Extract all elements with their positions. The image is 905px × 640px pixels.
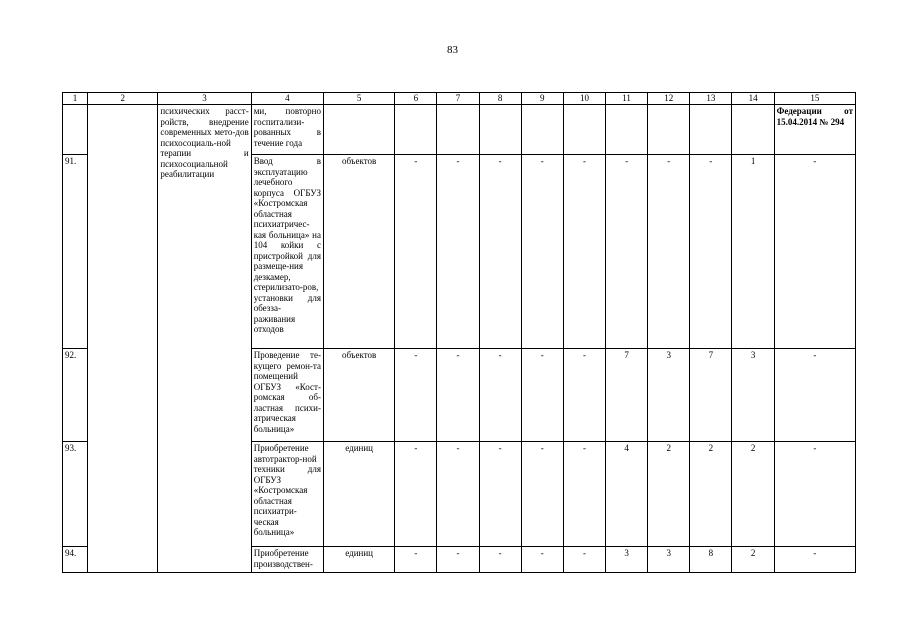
value-cell: 8 <box>690 547 732 573</box>
value-cell: - <box>395 547 437 573</box>
value-cell: - <box>437 349 479 442</box>
value-cell: 3 <box>732 349 774 442</box>
value-cell: - <box>521 547 563 573</box>
column-number: 10 <box>563 93 605 105</box>
value-cell: - <box>774 547 855 573</box>
value-cell: 7 <box>606 349 648 442</box>
value-cell: - <box>563 155 605 349</box>
value-cell: - <box>774 155 855 349</box>
value-cell: 2 <box>732 547 774 573</box>
value-cell: - <box>563 547 605 573</box>
column-number: 13 <box>690 93 732 105</box>
column-number: 4 <box>251 93 323 105</box>
row-number: 92. <box>63 349 88 442</box>
task-cell <box>88 105 158 573</box>
value-cell: - <box>521 349 563 442</box>
value-cell: 1 <box>732 155 774 349</box>
value-cell: 4 <box>606 442 648 547</box>
measure-name: Приобретение производствен- <box>251 547 323 573</box>
value-cell: - <box>648 155 690 349</box>
value-cell: - <box>690 155 732 349</box>
column-number: 11 <box>606 93 648 105</box>
continuation-row <box>63 105 856 155</box>
value-cell: - <box>606 155 648 349</box>
value-cell: - <box>479 442 521 547</box>
value-cell: - <box>563 349 605 442</box>
column-number: 15 <box>774 93 855 105</box>
page-number: 83 <box>447 44 458 56</box>
value-cell: 2 <box>690 442 732 547</box>
measure-name: Ввод в эксплуатацию лечебного корпуса ОГБУЗ «Костромская областная психиатричес-кая больница» на 104 койки с пристройкой для размеще-ния дезкамер, стерилизато-ров, установки для обезза-раживания отходов <box>251 155 323 349</box>
column-number-row <box>63 93 856 105</box>
task-description-cell: психических расст-ройств, внедрение современных мето-дов психосоциаль-ной терапии и психосоциальной реабилитации <box>158 105 251 573</box>
unit-cell: объектов <box>323 155 394 349</box>
value-cell: - <box>479 155 521 349</box>
indicator-cell: ми, повторно госпитализи-рованных в течение года <box>251 105 323 155</box>
program-table <box>62 92 856 573</box>
column-number: 3 <box>158 93 251 105</box>
value-cell: 3 <box>648 349 690 442</box>
column-number: 5 <box>323 93 394 105</box>
value-cell: 3 <box>606 547 648 573</box>
value-cell: 7 <box>690 349 732 442</box>
value-cell: - <box>437 547 479 573</box>
row-number: 94. <box>63 547 88 573</box>
value-cell: 3 <box>648 547 690 573</box>
unit-cell: единиц <box>323 442 394 547</box>
column-number: 1 <box>63 93 88 105</box>
legal-basis-cell: Федерации от 15.04.2014 № 294 <box>774 105 855 155</box>
column-number: 8 <box>479 93 521 105</box>
column-number: 9 <box>521 93 563 105</box>
value-cell: - <box>395 442 437 547</box>
value-cell: - <box>479 349 521 442</box>
value-cell: - <box>563 442 605 547</box>
value-cell: 2 <box>648 442 690 547</box>
measure-name: Приобретение автотрактор-ной техники для ОГБУЗ «Костромская областная психиатри-ческая больница» <box>251 442 323 547</box>
column-number: 2 <box>88 93 158 105</box>
row-number: 91. <box>63 155 88 349</box>
value-cell: - <box>521 442 563 547</box>
column-number: 14 <box>732 93 774 105</box>
row-number: 93. <box>63 442 88 547</box>
value-cell: - <box>521 155 563 349</box>
value-cell: - <box>395 155 437 349</box>
measure-name: Проведение те-кущего ремон-та помещений ОГБУЗ «Кост-ромская об-ластная психи-атрическая больница» <box>251 349 323 442</box>
value-cell: - <box>437 442 479 547</box>
column-number: 12 <box>648 93 690 105</box>
value-cell: - <box>774 349 855 442</box>
column-number: 7 <box>437 93 479 105</box>
value-cell: - <box>395 349 437 442</box>
value-cell: 2 <box>732 442 774 547</box>
value-cell: - <box>437 155 479 349</box>
unit-cell: единиц <box>323 547 394 573</box>
value-cell: - <box>774 442 855 547</box>
unit-cell: объектов <box>323 349 394 442</box>
value-cell: - <box>479 547 521 573</box>
column-number: 6 <box>395 93 437 105</box>
